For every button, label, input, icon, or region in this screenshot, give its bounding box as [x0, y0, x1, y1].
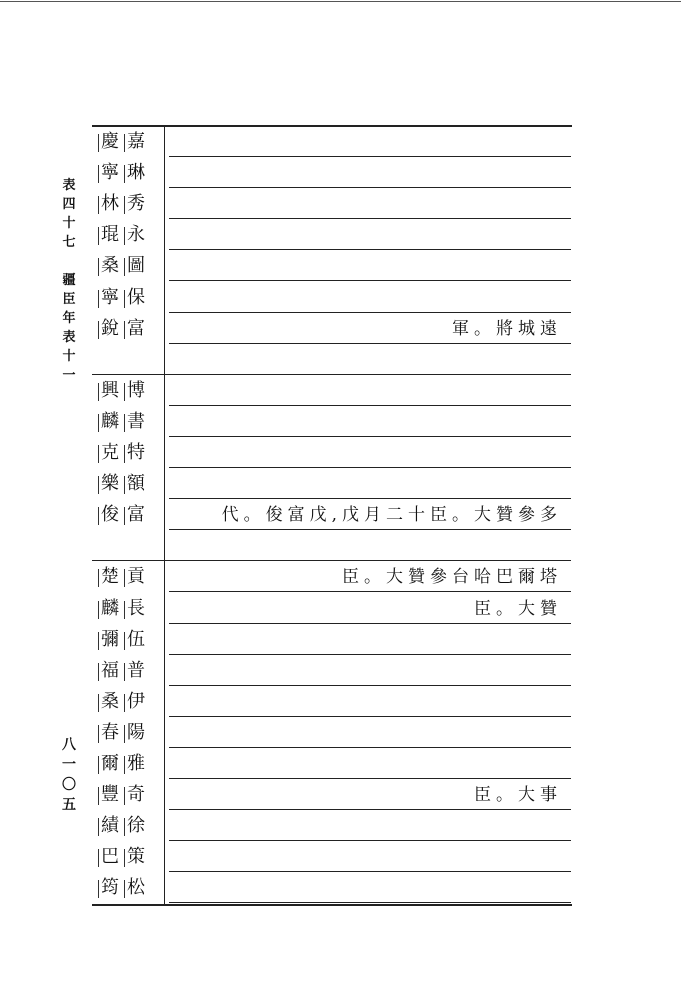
- margin-char: 十: [62, 349, 76, 364]
- table-row: [89, 531, 574, 561]
- name-char: 福: [97, 656, 123, 686]
- table-row: [89, 314, 574, 344]
- table-row: [89, 127, 574, 157]
- name-char: 克: [97, 438, 123, 468]
- row-divider: [169, 623, 571, 624]
- row-divider: [169, 218, 571, 219]
- official-name: [97, 283, 149, 313]
- row-divider: [169, 249, 571, 250]
- name-char: 松: [123, 873, 149, 903]
- name-char: 富: [123, 314, 149, 344]
- table-row: [89, 780, 574, 810]
- official-name: [97, 127, 149, 157]
- name-char: 筠: [97, 873, 123, 903]
- table-row: [89, 438, 574, 468]
- name-char: 保: [123, 283, 149, 313]
- row-divider: [169, 902, 571, 903]
- name-char: 富: [123, 500, 149, 530]
- table-bottom-border: [92, 904, 572, 906]
- official-name: [97, 842, 149, 872]
- row-divider: [169, 312, 571, 313]
- name-char: 興: [97, 376, 123, 406]
- name-char: 麟: [97, 407, 123, 437]
- name-char: 特: [123, 438, 149, 468]
- name-char: 樂: [97, 469, 123, 499]
- row-note: 代。俊富戊,戊月二十臣。大贊參多: [221, 505, 562, 526]
- row-note: 軍。將城遠: [452, 318, 562, 339]
- official-name: [97, 251, 149, 281]
- name-char: 書: [123, 407, 149, 437]
- table-row: [89, 251, 574, 281]
- table-row: [89, 220, 574, 250]
- name-char: 伍: [123, 625, 149, 655]
- official-name: [97, 562, 149, 592]
- margin-char: 表: [62, 178, 76, 193]
- name-char: 楚: [97, 562, 123, 592]
- name-char: 陽: [123, 718, 149, 748]
- row-divider: [169, 654, 571, 655]
- name-char: 爾: [97, 749, 123, 779]
- name-char: 貢: [123, 562, 149, 592]
- row-divider: [169, 747, 571, 748]
- name-char: 麟: [97, 594, 123, 624]
- margin-char: 臣: [62, 292, 76, 307]
- row-divider: [169, 467, 571, 468]
- official-name: [97, 811, 149, 841]
- official-name: [97, 469, 149, 499]
- official-name: [97, 625, 149, 655]
- page-number-char: 八: [62, 737, 76, 753]
- row-divider: [92, 374, 571, 375]
- official-name: [97, 687, 149, 717]
- row-divider: [169, 280, 571, 281]
- row-divider: [169, 591, 571, 592]
- name-char: 伊: [123, 687, 149, 717]
- official-name: [97, 594, 149, 624]
- page-top-rule: [0, 1, 681, 2]
- name-char: 豐: [97, 780, 123, 810]
- official-name: [97, 718, 149, 748]
- name-char: 奇: [123, 780, 149, 810]
- table-row: [89, 594, 574, 624]
- name-char: 銳: [97, 314, 123, 344]
- margin-char: 十: [62, 216, 76, 231]
- name-char: 桑: [97, 251, 123, 281]
- table-row: [89, 345, 574, 375]
- name-char: 林: [97, 189, 123, 219]
- name-char: 寧: [97, 283, 123, 313]
- name-char: 雅: [123, 749, 149, 779]
- row-divider: [169, 187, 571, 188]
- row-divider: [169, 809, 571, 810]
- table-row: [89, 283, 574, 313]
- row-note: 臣。大贊參台哈巴爾塔: [342, 567, 562, 588]
- row-divider: [92, 560, 571, 561]
- name-char: 博: [123, 376, 149, 406]
- name-char: 桑: [97, 687, 123, 717]
- name-char: 績: [97, 811, 123, 841]
- margin-char: 七: [62, 235, 76, 250]
- name-char: 巴: [97, 842, 123, 872]
- table-row: [89, 469, 574, 499]
- official-name: [97, 407, 149, 437]
- name-char: 彌: [97, 625, 123, 655]
- table-row: [89, 500, 574, 530]
- name-char: 圖: [123, 251, 149, 281]
- name-char: 秀: [123, 189, 149, 219]
- table-row: [89, 842, 574, 872]
- row-divider: [169, 685, 571, 686]
- table-row: [89, 811, 574, 841]
- name-char: 嘉: [123, 127, 149, 157]
- table-row: [89, 656, 574, 686]
- margin-char: 疆: [62, 273, 76, 288]
- official-name: [97, 220, 149, 250]
- row-divider: [169, 343, 571, 344]
- margin-char: 年: [62, 311, 76, 326]
- page-number: [58, 735, 80, 815]
- page-number-char: 一: [62, 757, 76, 773]
- table-row: [89, 407, 574, 437]
- name-char: 俊: [97, 500, 123, 530]
- official-name: [97, 438, 149, 468]
- margin-title: [58, 176, 80, 385]
- name-char: 寧: [97, 158, 123, 188]
- official-name: [97, 873, 149, 903]
- row-divider: [169, 436, 571, 437]
- margin-gap: [58, 252, 80, 271]
- row-divider: [169, 778, 571, 779]
- official-table: [89, 125, 574, 907]
- table-row: [89, 189, 574, 219]
- row-divider: [169, 498, 571, 499]
- official-name: [97, 780, 149, 810]
- table-row: [89, 562, 574, 592]
- margin-char: 表: [62, 330, 76, 345]
- official-name: [97, 500, 149, 530]
- table-row: [89, 749, 574, 779]
- name-char: 琳: [123, 158, 149, 188]
- official-name: [97, 189, 149, 219]
- row-divider: [169, 871, 571, 872]
- row-divider: [169, 405, 571, 406]
- table-row: [89, 873, 574, 903]
- name-char: 徐: [123, 811, 149, 841]
- margin-char: 四: [62, 197, 76, 212]
- name-char: 長: [123, 594, 149, 624]
- name-char: 春: [97, 718, 123, 748]
- official-name: [97, 314, 149, 344]
- row-divider: [169, 529, 571, 530]
- official-name: [97, 376, 149, 406]
- page-number-char: 〇: [62, 777, 76, 793]
- row-divider: [169, 840, 571, 841]
- official-name: [97, 656, 149, 686]
- table-row: [89, 718, 574, 748]
- row-note: 臣。大事: [474, 785, 562, 806]
- row-note: 臣。大贊: [474, 598, 562, 619]
- table-row: [89, 376, 574, 406]
- official-name: [97, 749, 149, 779]
- name-char: 普: [123, 656, 149, 686]
- name-char: 策: [123, 842, 149, 872]
- name-char: 額: [123, 469, 149, 499]
- name-char: 琨: [97, 220, 123, 250]
- name-char: 永: [123, 220, 149, 250]
- table-row: [89, 687, 574, 717]
- margin-char: 一: [62, 368, 76, 383]
- table-row: [89, 158, 574, 188]
- name-char: 慶: [97, 127, 123, 157]
- page-number-char: 五: [62, 797, 76, 813]
- row-divider: [169, 716, 571, 717]
- table-row: [89, 625, 574, 655]
- official-name: [97, 158, 149, 188]
- row-divider: [169, 156, 571, 157]
